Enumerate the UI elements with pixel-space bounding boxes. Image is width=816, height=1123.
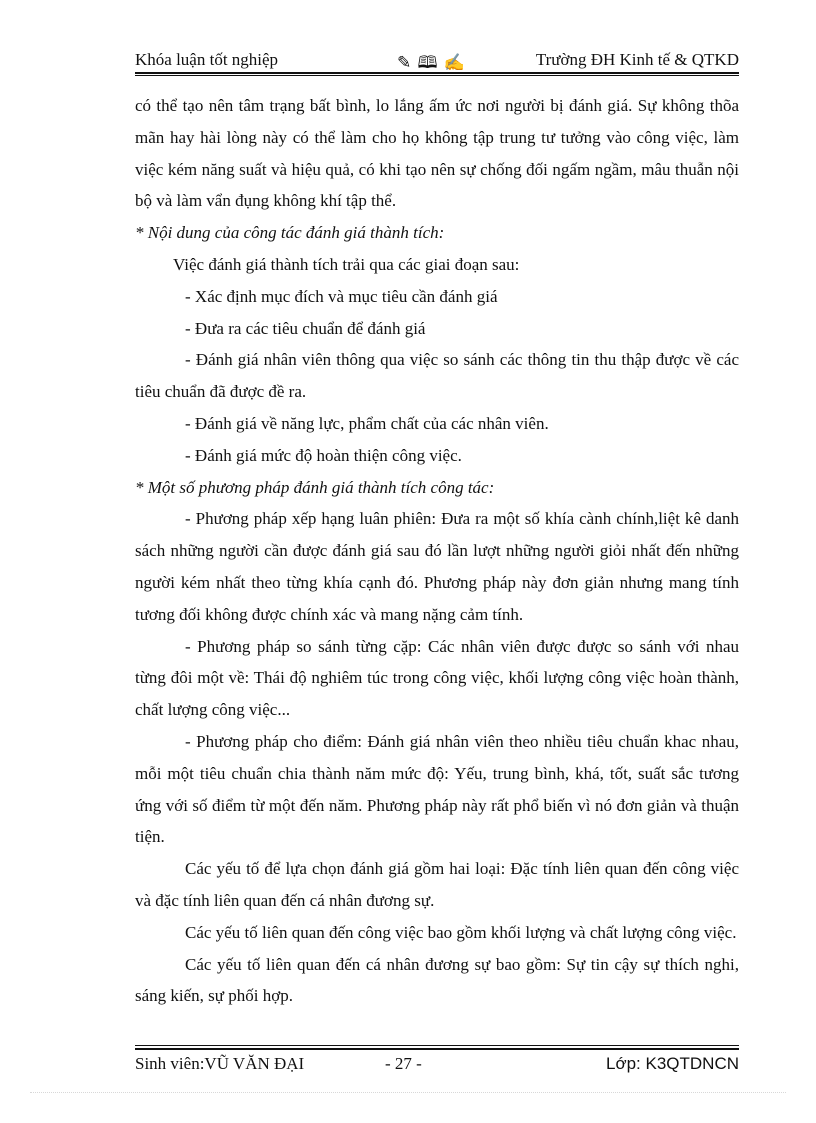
list-item-stage-4: - Đánh giá về năng lực, phẩm chất của các nhân viên. [185, 413, 549, 433]
paragraph-stages-intro: Việc đánh giá thành tích trải qua các giai đoạn sau: [173, 254, 520, 274]
page-number: - 27 - [385, 1054, 422, 1073]
page-edge-divider [30, 1092, 786, 1093]
paragraph-personal-factors: Các yếu tố liên quan đến cá nhân đương sự bao gồm: Sự tin cậy sự thích nghi, sáng kiến, sự phối hợp. [135, 954, 739, 1006]
footer-rule-thin [135, 1045, 739, 1046]
footer-rule [135, 1048, 739, 1050]
list-item-stage-2: - Đưa ra các tiêu chuẩn để đánh giá [185, 318, 426, 338]
page-body [135, 90, 739, 1012]
header-rule-thin [135, 75, 739, 76]
list-item-stage-5: - Đánh giá mức độ hoàn thiện công việc. [185, 445, 462, 465]
page-footer [135, 1054, 739, 1078]
section-heading-content: * Nội dung của công tác đánh giá thành tích: [135, 223, 445, 243]
footer-student: Sinh viên:VŨ VĂN ĐẠI [135, 1054, 305, 1073]
paragraph-method-scoring: - Phương pháp cho điểm: Đánh giá nhân viên theo nhiều tiêu chuẩn khac nhau, mỗi một tiêu chuẩn chia thành năm mức độ: Yếu, trung bình, khá, tốt, suất sắc tương ứng với số điểm từ một đến năm. Phương pháp này rất phổ biến vì nó đơn giản và thuận tiện. [135, 731, 739, 847]
paragraph-method-ranking: - Phương pháp xếp hạng luân phiên: Đưa ra một số khía cành chính,liệt kê danh sách những người cần được đánh giá sau đó lần lượt những người giỏi nhất đến những người kém nhất theo từng khía cạnh đó. Phương pháp này đơn giản nhưng mang tính tương đối không được chính xác và mang nặng cảm tính. [135, 509, 739, 624]
header-thesis-label: Khóa luận tốt nghiệp [135, 50, 279, 69]
list-item-stage-1: - Xác định mục đích và mục tiêu cần đánh giá [185, 286, 498, 306]
paragraph-method-pairs: - Phương pháp so sánh từng cặp: Các nhân viên được được so sánh với nhau từng đôi một về: Thái độ nghiêm túc trong công việc, khối lượng công việc hoàn thành, chất lượng công việc... [135, 636, 739, 720]
footer-class: Lớp: K3QTDNCN [605, 1054, 739, 1073]
paragraph-continuation: có thể tạo nên tâm trạng bất bình, lo lắng ấm ức nơi người bị đánh giá. Sự không thõa mãn hay hài lòng này có thể làm cho họ không tập trung tư tưởng vào công việc, làm việc kém năng suất và hiệu quả, có khi tạo nên sự chống đối ngấm ngầm, mâu thuẫn nội bộ và làm vẩn đụng không khí tập thể. [135, 96, 739, 211]
paragraph-factors: Các yếu tố để lựa chọn đánh giá gồm hai loại: Đặc tính liên quan đến công việc và đặc tính liên quan đến cá nhân đương sự. [135, 859, 739, 910]
section-heading-methods: * Một số phương pháp đánh giá thành tích công tác: [135, 477, 495, 497]
page-header [135, 48, 739, 72]
list-item-stage-3: - Đánh giá nhân viên thông qua việc so sánh các thông tin thu thập được về các tiêu chuẩn đã được đề ra. [135, 350, 739, 402]
header-rule [135, 72, 739, 74]
header-university-label: Trường ĐH Kinh tế & QTKD [535, 50, 739, 69]
paragraph-job-factors: Các yếu tố liên quan đến công việc bao gồm khối lượng và chất lượng công việc. [185, 922, 737, 942]
book-ornament-icon: ✎ 🕮 ✍ [397, 53, 466, 72]
